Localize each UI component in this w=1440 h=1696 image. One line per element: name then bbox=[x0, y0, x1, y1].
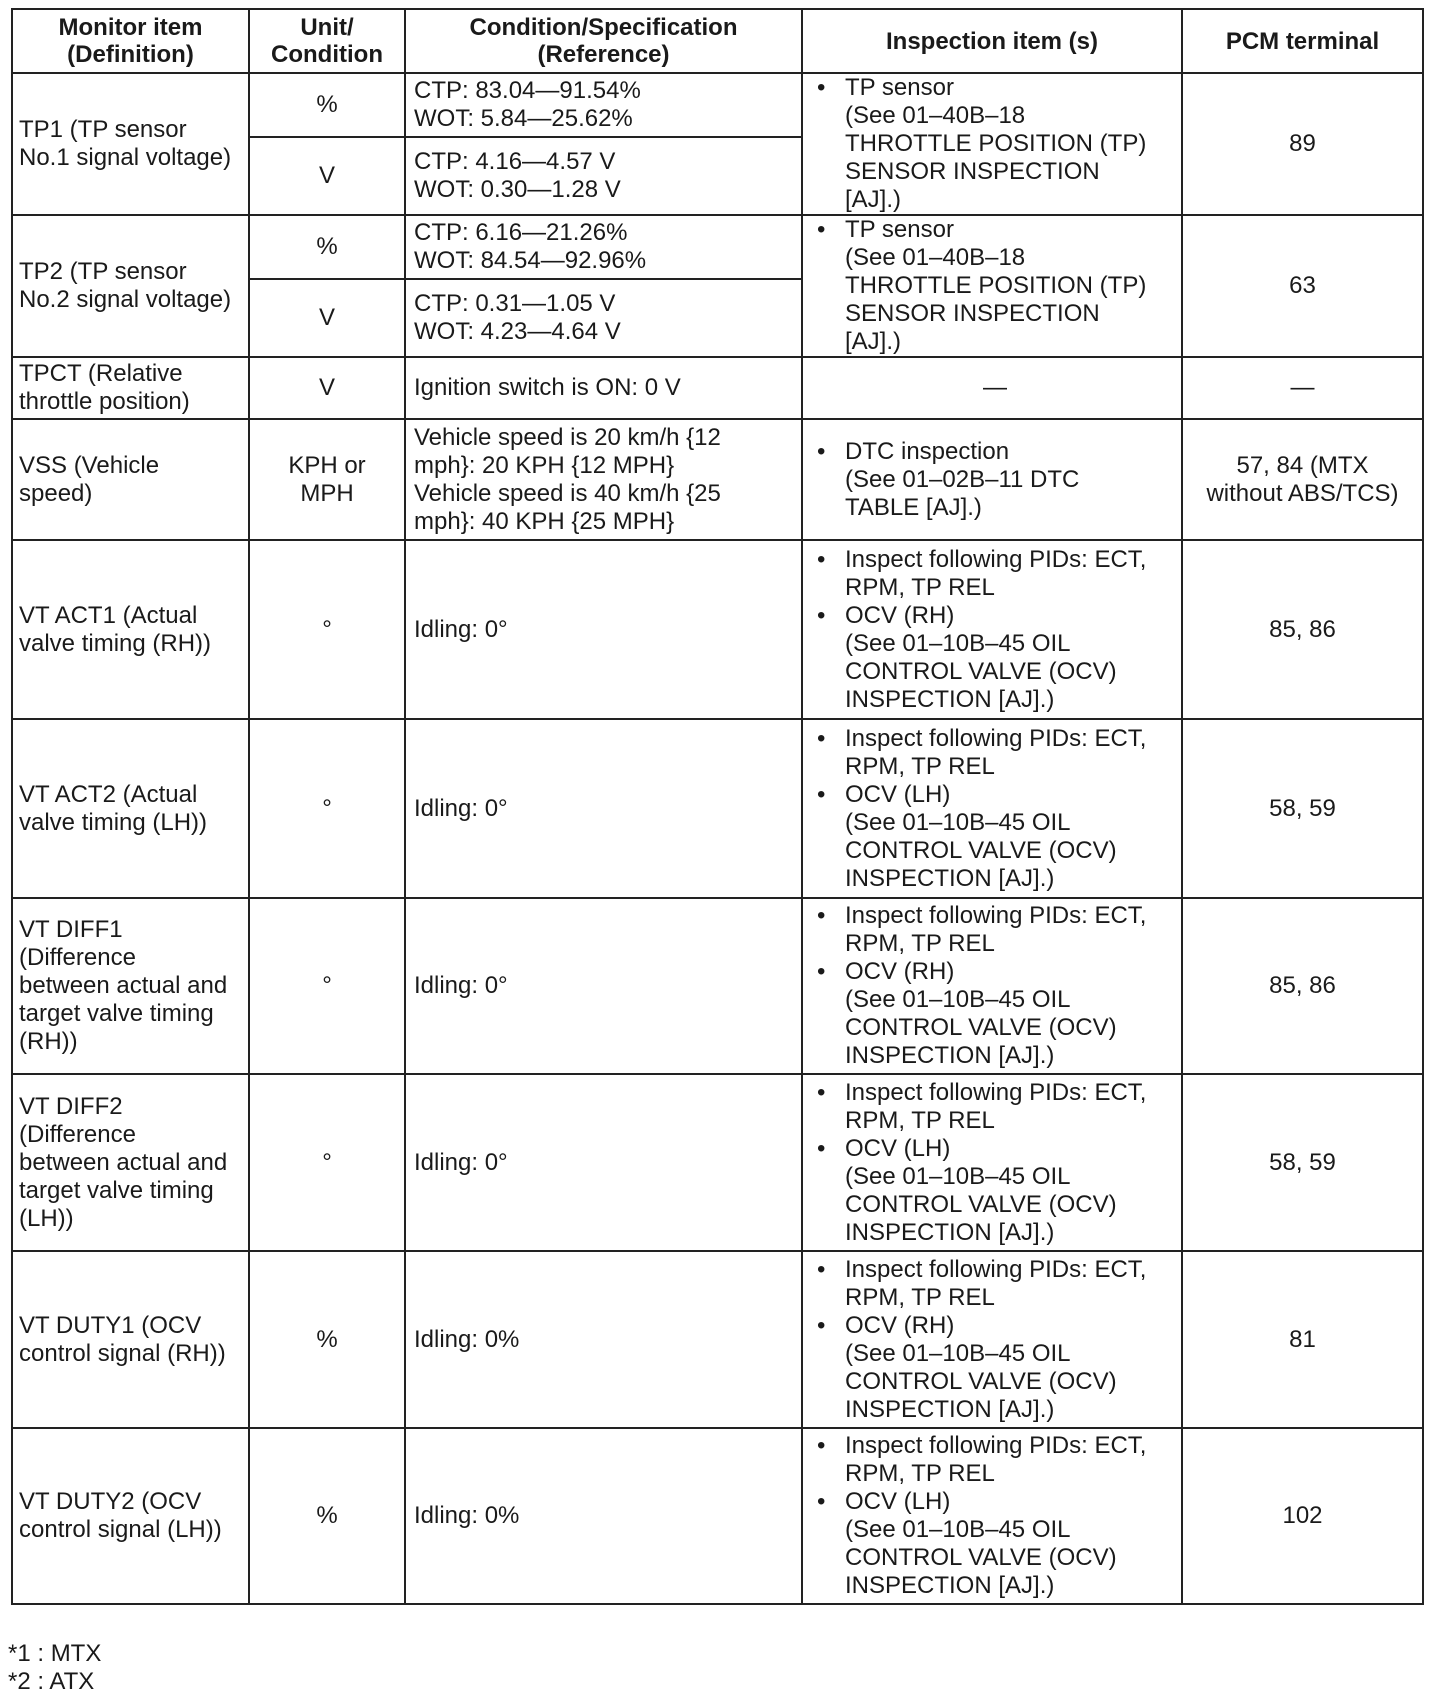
header-row bbox=[12, 9, 1423, 73]
bullet-icon: • bbox=[817, 1432, 826, 1459]
bullet-icon: • bbox=[817, 216, 826, 243]
pcm-terminal-cell: 89 bbox=[1182, 73, 1423, 215]
monitor-item-cell: VT DUTY2 (OCV control signal (LH)) bbox=[12, 1428, 249, 1604]
unit-cell: % bbox=[249, 1251, 405, 1428]
inspection-cell: • DTC inspection (See 01–02B–11 DTC TABLE [AJ].) bbox=[802, 419, 1182, 540]
unit-cell: ° bbox=[249, 898, 405, 1074]
table-row-vss bbox=[12, 419, 1423, 540]
unit-cell: ° bbox=[249, 1074, 405, 1251]
condition-cell: Idling: 0° bbox=[405, 719, 802, 898]
table-row-vt-act1 bbox=[12, 540, 1423, 719]
list-item: • Inspect following PIDs: ECT, bbox=[813, 546, 1177, 574]
list-item: • OCV (LH) bbox=[813, 781, 1177, 809]
pcm-terminal-cell: 57, 84 (MTX without ABS/TCS) bbox=[1182, 419, 1423, 540]
table-row-vt-diff1 bbox=[12, 898, 1423, 1074]
condition-cell: Idling: 0% bbox=[405, 1428, 802, 1604]
list-item: • OCV (RH) bbox=[813, 602, 1177, 630]
list-item: • OCV (RH) bbox=[813, 1312, 1177, 1340]
pcm-terminal-cell: 58, 59 bbox=[1182, 1074, 1423, 1251]
bullet-icon: • bbox=[817, 1488, 826, 1515]
unit-cell: V bbox=[249, 357, 405, 419]
unit-cell: V bbox=[249, 137, 405, 215]
pcm-terminal-cell: 58, 59 bbox=[1182, 719, 1423, 898]
monitor-item-cell: VT ACT1 (Actual valve timing (RH)) bbox=[12, 540, 249, 719]
bullet-icon: • bbox=[817, 437, 826, 465]
monitor-item-cell: TPCT (Relative throttle position) bbox=[12, 357, 249, 419]
unit-cell: ° bbox=[249, 540, 405, 719]
condition-cell: Vehicle speed is 20 km/h {12 mph}: 20 KPH {12 MPH} Vehicle speed is 40 km/h {25 mph}: 40 KPH {25 MPH} bbox=[405, 419, 802, 540]
pcm-terminal-cell: 85, 86 bbox=[1182, 540, 1423, 719]
condition-cell: Idling: 0° bbox=[405, 898, 802, 1074]
header-condition-specification: Condition/Specification (Reference) bbox=[405, 9, 802, 73]
list-item: • Inspect following PIDs: ECT, bbox=[813, 1256, 1177, 1284]
condition-cell: Idling: 0% bbox=[405, 1251, 802, 1428]
table-row-tp2 bbox=[12, 215, 1423, 279]
table-row-tp1 bbox=[12, 73, 1423, 137]
inspection-cell: • Inspect following PIDs: ECT, RPM, TP REL • OCV (LH) (See 01–10B–45 OIL CONTROL VALVE (OCV) INSPECTION [AJ].) bbox=[802, 1428, 1182, 1604]
pcm-terminal-cell: — bbox=[1182, 357, 1423, 419]
bullet-icon: • bbox=[817, 724, 826, 752]
list-item: • DTC inspection bbox=[813, 438, 1177, 466]
bullet-icon: • bbox=[817, 74, 826, 101]
monitor-item-cell: VT DIFF1 (Difference between actual and target valve timing (RH)) bbox=[12, 898, 249, 1074]
condition-cell: Ignition switch is ON: 0 V bbox=[405, 357, 802, 419]
bullet-icon: • bbox=[817, 1311, 826, 1339]
pcm-terminal-cell: 81 bbox=[1182, 1251, 1423, 1428]
monitor-item-cell: TP2 (TP sensor No.2 signal voltage) bbox=[12, 215, 249, 357]
unit-cell: KPH or MPH bbox=[249, 419, 405, 540]
pcm-terminal-cell: 102 bbox=[1182, 1428, 1423, 1604]
footnote-mtx: *1 : MTX bbox=[8, 1640, 102, 1667]
bullet-icon: • bbox=[817, 545, 826, 573]
table-row-vt-duty1 bbox=[12, 1251, 1423, 1428]
monitor-item-cell: VT DUTY1 (OCV control signal (RH)) bbox=[12, 1251, 249, 1428]
list-item: • OCV (RH) bbox=[813, 958, 1177, 986]
bullet-icon: • bbox=[817, 780, 826, 808]
monitor-item-cell: TP1 (TP sensor No.1 signal voltage) bbox=[12, 73, 249, 215]
monitor-item-cell: VSS (Vehicle speed) bbox=[12, 419, 249, 540]
table-row-vt-duty2 bbox=[12, 1428, 1423, 1604]
list-item: • Inspect following PIDs: ECT, bbox=[813, 902, 1177, 930]
header-pcm-terminal: PCM terminal bbox=[1182, 9, 1423, 73]
inspection-cell: • TP sensor (See 01–40B–18 THROTTLE POSITION (TP) SENSOR INSPECTION [AJ].) bbox=[802, 73, 1182, 215]
inspection-cell: • Inspect following PIDs: ECT, RPM, TP REL • OCV (LH) (See 01–10B–45 OIL CONTROL VALVE (OCV) INSPECTION [AJ].) bbox=[802, 719, 1182, 898]
pid-monitor-table bbox=[11, 8, 1424, 1605]
table-row-tpct bbox=[12, 357, 1423, 419]
condition-cell: CTP: 6.16—21.26% WOT: 84.54—92.96% bbox=[405, 215, 802, 279]
monitor-item-cell: VT DIFF2 (Difference between actual and target valve timing (LH)) bbox=[12, 1074, 249, 1251]
inspection-cell: • Inspect following PIDs: ECT, RPM, TP REL • OCV (RH) (See 01–10B–45 OIL CONTROL VALVE (OCV) INSPECTION [AJ].) bbox=[802, 540, 1182, 719]
list-item: • OCV (LH) bbox=[813, 1135, 1177, 1163]
list-item: • Inspect following PIDs: ECT, bbox=[813, 1432, 1177, 1460]
pcm-terminal-cell: 63 bbox=[1182, 215, 1423, 357]
list-item: • Inspect following PIDs: ECT, bbox=[813, 725, 1177, 753]
unit-cell: V bbox=[249, 279, 405, 357]
condition-cell: CTP: 0.31—1.05 V WOT: 4.23—4.64 V bbox=[405, 279, 802, 357]
table-row-vt-diff2 bbox=[12, 1074, 1423, 1251]
header-monitor-item: Monitor item (Definition) bbox=[12, 9, 249, 73]
bullet-icon: • bbox=[817, 902, 826, 929]
unit-cell: ° bbox=[249, 719, 405, 898]
list-item: • Inspect following PIDs: ECT, bbox=[813, 1079, 1177, 1107]
bullet-icon: • bbox=[817, 1134, 826, 1162]
header-unit-condition: Unit/ Condition bbox=[249, 9, 405, 73]
inspection-cell: • Inspect following PIDs: ECT, RPM, TP REL • OCV (LH) (See 01–10B–45 OIL CONTROL VALVE (OCV) INSPECTION [AJ].) bbox=[802, 1074, 1182, 1251]
header-inspection-items: Inspection item (s) bbox=[802, 9, 1182, 73]
list-item: • OCV (LH) bbox=[813, 1488, 1177, 1516]
footnotes bbox=[8, 1640, 101, 1696]
inspection-cell: • TP sensor (See 01–40B–18 THROTTLE POSITION (TP) SENSOR INSPECTION [AJ].) bbox=[802, 215, 1182, 357]
monitor-item-cell: VT ACT2 (Actual valve timing (LH)) bbox=[12, 719, 249, 898]
inspection-cell: • Inspect following PIDs: ECT, RPM, TP REL • OCV (RH) (See 01–10B–45 OIL CONTROL VALVE (OCV) INSPECTION [AJ].) bbox=[802, 1251, 1182, 1428]
pcm-terminal-cell: 85, 86 bbox=[1182, 898, 1423, 1074]
list-item: • TP sensor bbox=[813, 74, 1177, 102]
condition-cell: CTP: 4.16—4.57 V WOT: 0.30—1.28 V bbox=[405, 137, 802, 215]
footnote-atx: *2 : ATX bbox=[8, 1668, 95, 1695]
table-row-vt-act2 bbox=[12, 719, 1423, 898]
inspection-cell: • Inspect following PIDs: ECT, RPM, TP REL • OCV (RH) (See 01–10B–45 OIL CONTROL VALVE (OCV) INSPECTION [AJ].) bbox=[802, 898, 1182, 1074]
unit-cell: % bbox=[249, 1428, 405, 1604]
condition-cell: Idling: 0° bbox=[405, 1074, 802, 1251]
bullet-icon: • bbox=[817, 958, 826, 985]
unit-cell: % bbox=[249, 215, 405, 279]
list-item: • TP sensor bbox=[813, 216, 1177, 244]
bullet-icon: • bbox=[817, 1078, 826, 1106]
bullet-icon: • bbox=[817, 601, 826, 629]
condition-cell: Idling: 0° bbox=[405, 540, 802, 719]
bullet-icon: • bbox=[817, 1255, 826, 1283]
unit-cell: % bbox=[249, 73, 405, 137]
condition-cell: CTP: 83.04—91.54% WOT: 5.84—25.62% bbox=[405, 73, 802, 137]
inspection-cell: — bbox=[802, 357, 1182, 419]
